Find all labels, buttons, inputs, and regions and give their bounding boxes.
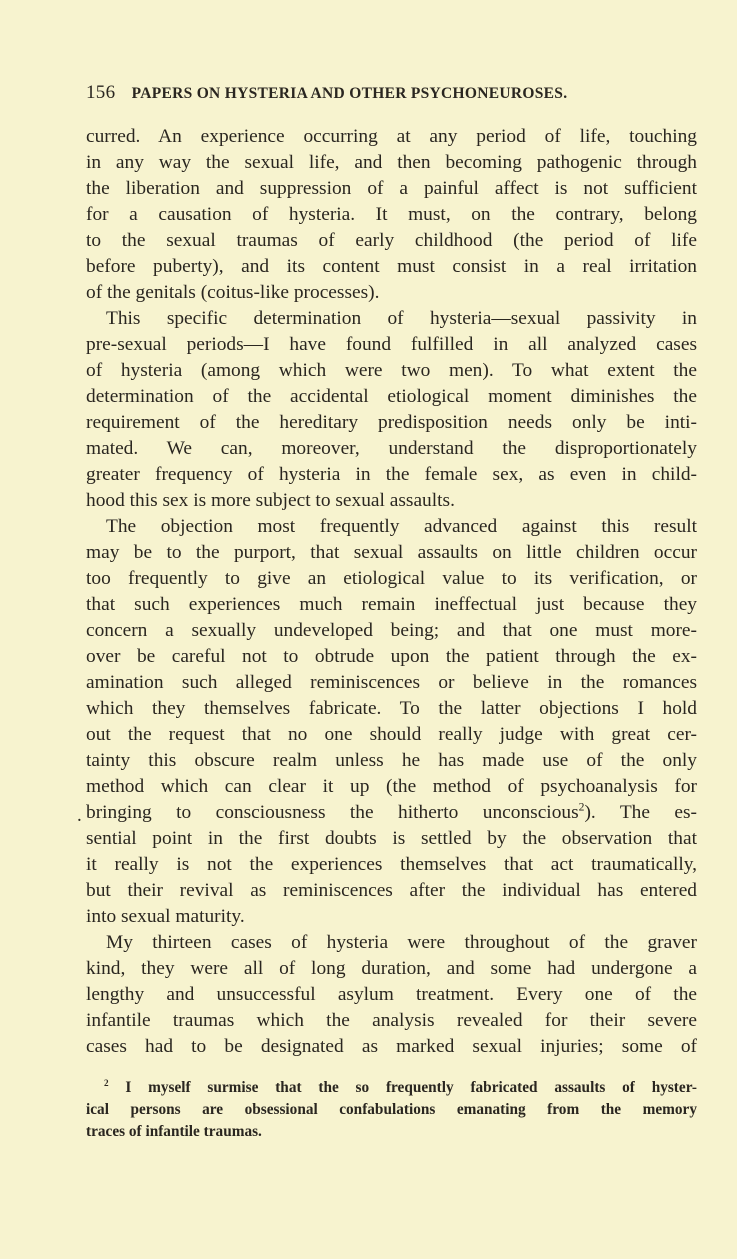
footnote-line: ical persons are obsessional confabulations emanating from the memory — [86, 1101, 697, 1118]
body-line: of the genitals (coitus-like processes). — [86, 282, 380, 303]
body-line: but their revival as reminiscences after the individual has entered — [86, 880, 697, 901]
body-line: requirement of the hereditary predisposition needs only be inti- — [86, 412, 697, 433]
body-line: that such experiences much remain ineffectual just because they — [86, 594, 697, 615]
footnote-text: I myself surmise that the so frequently fabricated assaults of hyster- — [125, 1079, 698, 1096]
body-line: out the request that no one should really judge with great cer- — [86, 724, 697, 745]
page-number: 156 — [86, 82, 116, 103]
body-line: determination of the accidental etiological moment diminishes the — [86, 386, 697, 407]
body-line: sential point in the first doubts is settled by the observation that — [86, 828, 697, 849]
body-line: mated. We can, moreover, understand the disproportionately — [86, 438, 697, 459]
body-line: method which can clear it up (the method of psychoanalysis for — [86, 776, 697, 797]
body-line: infantile traumas which the analysis revealed for their severe — [86, 1010, 697, 1031]
body-line: to the sexual traumas of early childhood (the period of life — [86, 230, 697, 251]
margin-mark: . — [77, 805, 82, 826]
body-line: the liberation and suppression of a painful affect is not sufficient — [86, 178, 697, 199]
body-text — [86, 124, 697, 1060]
body-line: tainty this obscure realm unless he has made use of the only — [86, 750, 697, 771]
body-line: in any way the sexual life, and then becoming pathogenic through — [86, 152, 697, 173]
body-line: over be careful not to obtrude upon the patient through the ex- — [86, 646, 697, 667]
paragraph-start: My thirteen cases of hysteria were throughout of the graver — [106, 932, 697, 953]
footnote-reference: 2 — [578, 800, 585, 814]
body-line: concern a sexually undeveloped being; and that one must more- — [86, 620, 697, 641]
body-line: pre-sexual periods—I have found fulfilled in all analyzed cases — [86, 334, 697, 355]
footnote — [86, 1077, 697, 1143]
body-line: which they themselves fabricate. To the latter objections I hold — [86, 698, 697, 719]
body-line-tail: ). The es- — [584, 802, 698, 823]
footnote-line — [86, 1077, 697, 1099]
body-line-text: bringing to consciousness the hitherto unconscious — [86, 802, 579, 823]
body-line: it really is not the experiences themselves that act traumatically, — [86, 854, 697, 875]
body-line: may be to the purport, that sexual assaults on little children occur — [86, 542, 697, 563]
footnote-line: traces of infantile traumas. — [86, 1123, 262, 1140]
body-line: of hysteria (among which were two men). To what extent the — [86, 360, 697, 381]
body-line: before puberty), and its content must consist in a real irritation — [86, 256, 697, 277]
body-line: kind, they were all of long duration, and some had undergone a — [86, 958, 697, 979]
footnote-marker: 2 — [104, 1077, 109, 1088]
paragraph-start: This specific determination of hysteria—sexual passivity in — [106, 308, 697, 329]
body-line: lengthy and unsuccessful asylum treatment. Every one of the — [86, 984, 697, 1005]
body-line: curred. An experience occurring at any period of life, touching — [86, 126, 697, 147]
body-line: cases had to be designated as marked sexual injuries; some of — [86, 1036, 697, 1057]
body-line-with-footnote-ref — [86, 800, 697, 826]
body-line: hood this sex is more subject to sexual assaults. — [86, 490, 455, 511]
body-line: greater frequency of hysteria in the female sex, as even in child- — [86, 464, 697, 485]
running-header — [86, 82, 646, 104]
body-line: into sexual maturity. — [86, 906, 245, 927]
body-line: for a causation of hysteria. It must, on the contrary, belong — [86, 204, 697, 225]
body-line: amination such alleged reminiscences or believe in the romances — [86, 672, 697, 693]
running-title: PAPERS ON HYSTERIA AND OTHER PSYCHONEUROSES. — [131, 85, 568, 102]
body-line: too frequently to give an etiological value to its verification, or — [86, 568, 697, 589]
paragraph-start: The objection most frequently advanced against this result — [106, 516, 697, 537]
